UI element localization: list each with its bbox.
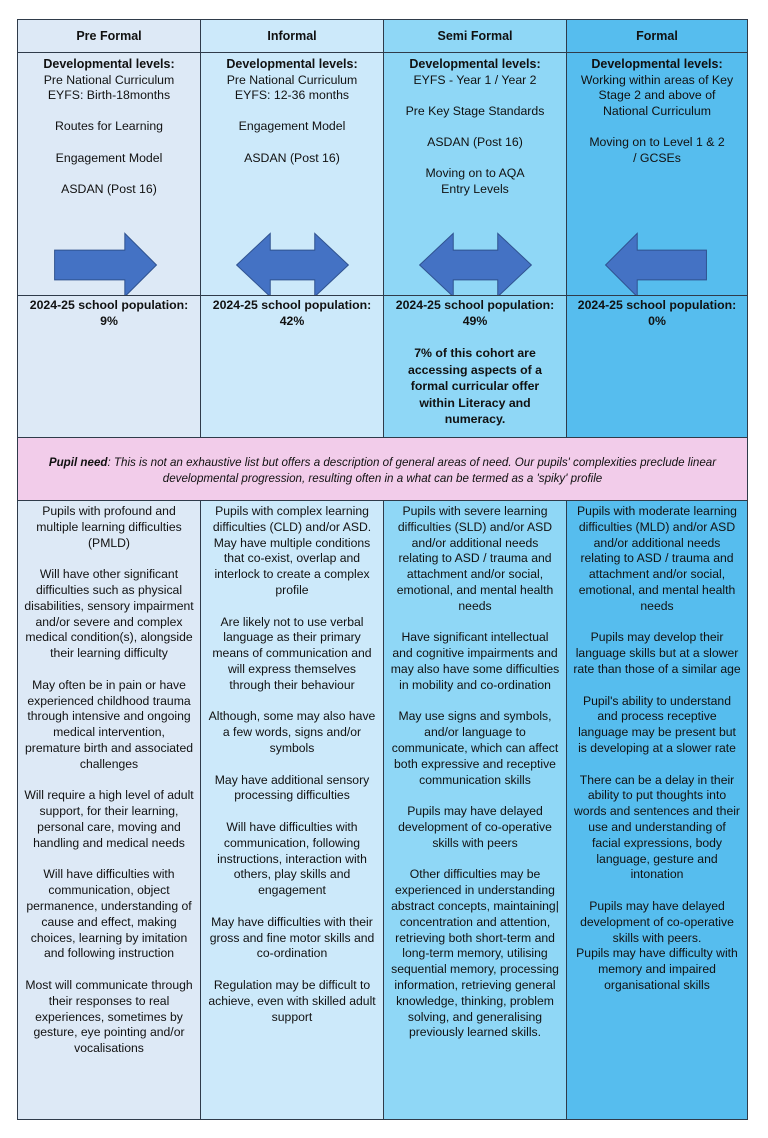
population-semi-formal bbox=[383, 295, 567, 438]
dev-line: ASDAN (Post 16) bbox=[61, 181, 157, 196]
population-label: 2024-25 school population: bbox=[29, 298, 189, 312]
population-note: 7% of this cohort are accessing aspects of a formal curricular offer within Literacy and numeracy. bbox=[408, 346, 542, 426]
population-value: 49% bbox=[462, 314, 488, 328]
needs-pre-formal bbox=[17, 500, 201, 1120]
need-item: Are likely not to use verbal language as their primary means of communication and will express themselves through their behaviour bbox=[212, 614, 372, 692]
developmental-levels-title: Developmental levels: bbox=[43, 57, 175, 71]
dev-line: Moving on to Level 1 & 2 / GCSEs bbox=[589, 134, 725, 165]
needs-informal bbox=[200, 500, 384, 1120]
need-item: There can be a delay in their ability to put thoughts into words and sentences and their use and understanding of facial expressions, body language, gesture and intonation bbox=[574, 772, 740, 882]
population-value: 0% bbox=[648, 314, 666, 328]
dev-line: ASDAN (Post 16) bbox=[427, 134, 523, 149]
column-header-formal: Formal bbox=[566, 19, 748, 53]
pupil-need-text: : This is not an exhaustive list but offers a description of general areas of need. Our pupils' complexities preclude linear developmental progression, resulting often in a what can be termed as a 'spiky' profile bbox=[107, 456, 717, 485]
arrow-right-icon bbox=[18, 229, 200, 296]
column-header-pre-formal: Pre Formal bbox=[17, 19, 201, 53]
population-label: 2024-25 school population: bbox=[212, 298, 372, 312]
arrow-left-icon bbox=[567, 229, 747, 296]
need-item: Pupil's ability to understand and process receptive language may be present but is developing at a slower rate bbox=[578, 693, 736, 755]
need-item: Pupils with profound and multiple learning difficulties (PMLD) bbox=[36, 504, 182, 550]
developmental-levels-pre-formal bbox=[17, 52, 201, 296]
need-item: Regulation may be difficult to achieve, even with skilled adult support bbox=[208, 977, 376, 1024]
needs-formal bbox=[566, 500, 748, 1120]
need-item: Pupils may develop their language skills but at a slower rate than those of a similar age bbox=[573, 630, 741, 676]
dev-line: EYFS: Birth-18months bbox=[47, 88, 171, 103]
population-value: 42% bbox=[279, 314, 305, 328]
dev-line: EYFS - Year 1 / Year 2 bbox=[413, 72, 537, 87]
need-item: Will have difficulties with communication, following instructions, interaction with others, play skills and engagement bbox=[217, 819, 367, 898]
arrow-left-right-icon bbox=[384, 229, 566, 296]
need-item: Pupils may have delayed development of co-operative skills with peers. Pupils may have difficulty with memory and impaired organisational skills bbox=[576, 898, 738, 992]
developmental-levels-informal bbox=[200, 52, 384, 296]
need-item: Most will communicate through their responses to real experiences, sometimes by gesture, eye pointing and/or vocalisations bbox=[25, 977, 193, 1056]
column-header-semi-formal: Semi Formal bbox=[383, 19, 567, 53]
dev-line: Pre National Curriculum bbox=[226, 72, 358, 87]
need-item: Although, some may also have a few words, signs and/or symbols bbox=[208, 709, 376, 755]
need-item: Pupils with severe learning difficulties (SLD) and/or ASD and/or additional needs relating to ASD / trauma and attachment and/or social, emotional, and mental health needs bbox=[396, 504, 554, 613]
developmental-levels-semi-formal bbox=[383, 52, 567, 296]
population-label: 2024-25 school population: bbox=[577, 298, 737, 312]
need-item: Have significant intellectual and cognitive impairments and may also have some difficulties in mobility and co-ordination bbox=[390, 630, 560, 692]
need-item: Will require a high level of adult support, for their learning, personal care, moving and handling and medical needs bbox=[24, 788, 194, 850]
developmental-levels-formal bbox=[566, 52, 748, 296]
population-value: 9% bbox=[100, 314, 118, 328]
need-item: May have additional sensory processing difficulties bbox=[214, 772, 370, 803]
need-item: Will have other significant difficulties such as physical disabilities, sensory impairment and/or severe and complex medical condition(s), alongside their learning difficulty bbox=[24, 567, 194, 661]
need-item: May have difficulties with their gross and fine motor skills and co-ordination bbox=[209, 914, 375, 961]
population-label: 2024-25 school population: bbox=[395, 298, 555, 312]
needs-semi-formal bbox=[383, 500, 567, 1120]
column-header-informal: Informal bbox=[200, 19, 384, 53]
population-formal bbox=[566, 295, 748, 438]
need-item: Pupils may have delayed development of co-operative skills with peers bbox=[398, 804, 552, 850]
dev-line: Engagement Model bbox=[238, 119, 346, 134]
population-informal bbox=[200, 295, 384, 438]
population-pre-formal bbox=[17, 295, 201, 438]
need-item: Pupils with complex learning difficulties (CLD) and/or ASD. May have multiple conditions that co-exist, overlap and interlock to create a complex profile bbox=[212, 504, 372, 597]
developmental-levels-title: Developmental levels: bbox=[591, 57, 723, 71]
dev-line: Pre Key Stage Standards bbox=[405, 103, 545, 118]
need-item: Will have difficulties with communication, object permanence, understanding of cause and effect, making choices, learning by imitation and following instruction bbox=[26, 867, 192, 961]
need-item: Other difficulties may be experienced in understanding abstract concepts, maintaining| concentration and attention, retrieving both short-term and long-term memory, utilising sequential memory, processing information, retrieving general knowledge, thinking, problem solving, and generalising previously learned skills. bbox=[391, 867, 559, 1040]
pupil-need-label: Pupil need bbox=[48, 456, 108, 469]
need-item: May use signs and symbols, and/or language to communicate, which can affect both expressive and receptive communication skills bbox=[391, 709, 559, 787]
developmental-levels-title: Developmental levels: bbox=[226, 57, 358, 71]
dev-line: ASDAN (Post 16) bbox=[244, 150, 340, 165]
dev-line: EYFS: 12-36 months bbox=[234, 88, 350, 103]
dev-line: Pre National Curriculum bbox=[43, 72, 175, 87]
need-item: May often be in pain or have experienced childhood trauma through intensive and ongoing medical intervention, premature birth and associated challenges bbox=[24, 677, 193, 771]
dev-line: Routes for Learning bbox=[54, 119, 163, 134]
arrow-left-right-icon bbox=[201, 229, 383, 296]
dev-line: Moving on to AQA Entry Levels bbox=[425, 166, 525, 196]
pupil-need-banner bbox=[17, 437, 748, 501]
dev-line: Engagement Model bbox=[55, 150, 163, 165]
curriculum-pathways-table bbox=[17, 19, 748, 1120]
dev-line: Working within areas of Key Stage 2 and above of National Curriculum bbox=[580, 72, 734, 118]
need-item: Pupils with moderate learning difficulties (MLD) and/or ASD and/or additional needs relating to ASD / trauma and attachment and/or social, emotional, and mental health needs bbox=[577, 504, 737, 613]
developmental-levels-title: Developmental levels: bbox=[409, 57, 541, 71]
